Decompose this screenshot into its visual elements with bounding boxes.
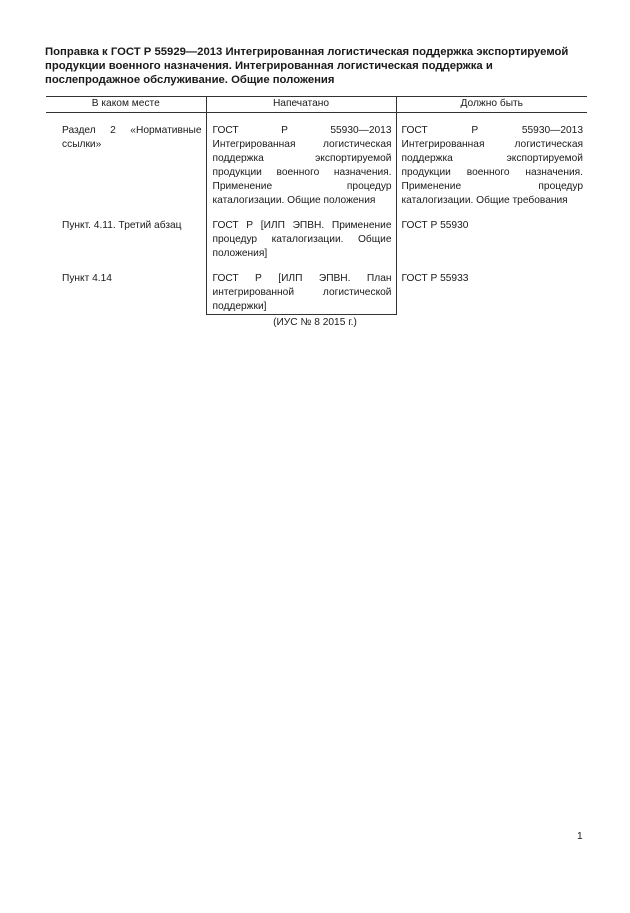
cell-printed: ГОСТ Р 55930—2013 Интегрированная логистическая поддержка экспортируемой продукции военного назначения. Применение процедур каталогизации. Общие положения	[206, 113, 396, 209]
cell-correct: ГОСТ Р 55933	[396, 261, 587, 315]
page-number: 1	[577, 831, 583, 842]
cell-place: Пункт. 4.11. Третий абзац	[62, 220, 182, 231]
document-title: Поправка к ГОСТ Р 55929—2013 Интегрированная логистическая поддержка экспортируемой продукции военного назначения. Интегрированная логистическая поддержка и послепродажное обслуживание. Общие положения	[45, 46, 569, 86]
corrections-table-wrapper	[46, 96, 587, 315]
header-place: В каком месте	[46, 97, 206, 113]
cell-printed: ГОСТ Р [ИЛП ЭПВН. Применение процедур каталогизации. Общие положения]	[206, 208, 396, 261]
cell-printed: ГОСТ Р [ИЛП ЭПВН. План интегрированной логистической поддержки]	[206, 261, 396, 315]
table-row	[46, 208, 587, 261]
cell-correct: ГОСТ Р 55930—2013 Интегрированная логистическая поддержка экспортируемой продукции военного назначения. Применение процедур каталогизации. Общие требования	[396, 113, 587, 209]
header-printed: Напечатано	[206, 97, 396, 113]
cell-place: Раздел 2 «Нормативные ссылки»	[62, 125, 202, 150]
table-header-row	[46, 97, 587, 113]
cell-correct: ГОСТ Р 55930	[396, 208, 587, 261]
header-correct: Должно быть	[396, 97, 587, 113]
corrections-table	[46, 96, 587, 315]
publication-note: (ИУС № 8 2015 г.)	[273, 317, 357, 328]
table-row	[46, 261, 587, 315]
table-row	[46, 113, 587, 209]
cell-place: Пункт 4.14	[62, 273, 112, 284]
